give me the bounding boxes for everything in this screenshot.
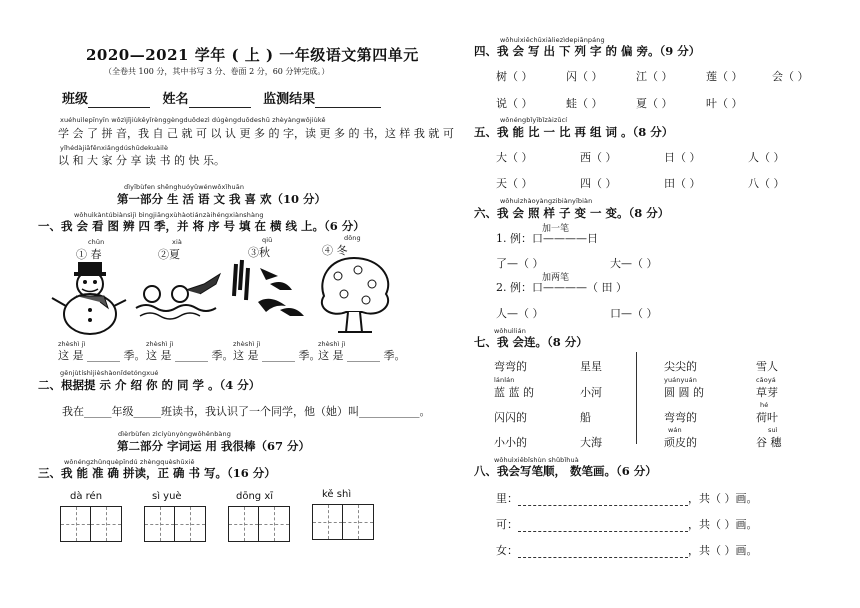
q1-title: 一、我 会 看 图 辨 四 季，并 将 序 号 填 在 横 线 上。（6 分） <box>38 219 365 233</box>
answer-3-pinyin: zhèshì jì <box>233 340 261 348</box>
match-right-4[interactable]: 顽皮的 <box>664 436 697 449</box>
intro-line-2: 以 和 大 家 分 享 读 书 的 快 乐。 <box>58 154 225 167</box>
q6-example1-note: 加一笔 <box>542 224 570 234</box>
q3-pinyin-3: dōng xī <box>236 491 274 502</box>
match-right-4-pinyin: wán <box>668 426 682 434</box>
match-right-target-2[interactable]: 草芽 <box>756 386 778 399</box>
season-1-label: ① 春 <box>76 248 102 261</box>
match-right-2[interactable]: 圆 圆 的 <box>664 386 704 399</box>
match-left-target-3[interactable]: 船 <box>580 411 591 424</box>
q6-example2-note: 加两笔 <box>542 273 570 283</box>
autumn-geese-picture <box>230 254 310 334</box>
stroke-char-3: 女： <box>496 544 518 557</box>
class-field[interactable] <box>88 92 150 108</box>
q5-row1-4[interactable]: 人（ ） <box>748 151 785 164</box>
q4-row2-2[interactable]: 蛙（ ） <box>566 97 603 110</box>
match-left-1[interactable]: 弯弯的 <box>494 360 527 373</box>
match-right-target-3-pinyin: hé <box>760 401 769 409</box>
q8-title: 八、我会写笔顺， 数笔画。（6 分） <box>474 464 657 478</box>
match-left-target-1[interactable]: 星星 <box>580 360 602 373</box>
q4-row2-3[interactable]: 夏（ ） <box>636 97 673 110</box>
stroke-row-3[interactable] <box>496 542 758 558</box>
q3-pinyin: wǒnéngzhǔnquèpīndú zhèngquèshūxiě <box>64 458 195 466</box>
name-field[interactable] <box>189 92 251 108</box>
q3-pinyin-2: sì yuè <box>152 491 182 502</box>
writing-grid-2[interactable] <box>144 506 206 542</box>
q2-title: 二、根据提 示 介 绍 你 的 同 学 。（4 分） <box>38 378 261 392</box>
q5-pinyin: wǒnéngbǐyībǐzàizǔcí <box>500 116 568 124</box>
season-1-pinyin: chūn <box>88 238 105 246</box>
part1-pinyin: dìyībùfen shēnghuóyǔwénwǒxǐhuān <box>124 183 245 191</box>
q6-row1-1[interactable]: 了—（ ） <box>496 257 544 270</box>
class-label: 班级 <box>62 92 89 107</box>
result-field[interactable] <box>315 92 381 108</box>
stroke-count-2: ，共（ ）画。 <box>688 518 758 531</box>
intro-pinyin-1: xuéhuìlepīnyīn wǒzìjǐjiùkěyǐrènggèngduōdezì dúgèngduōdeshū zhèyàngwǒjiùkě <box>60 116 326 124</box>
q5-row2-4[interactable]: 八（ ） <box>748 177 785 190</box>
match-right-3[interactable]: 弯弯的 <box>664 411 697 424</box>
q4-row1-1[interactable]: 树（ ） <box>496 70 533 83</box>
writing-grid-3[interactable] <box>228 506 290 542</box>
q4-row1-5[interactable]: 会（ ） <box>772 70 809 83</box>
stroke-char-2: 可： <box>496 518 518 531</box>
answer-2[interactable]: 这 是 ______ 季。 <box>146 349 234 362</box>
q2-pinyin: gēnjùtíshìjièshàonǐdetóngxué <box>60 369 159 377</box>
season-3-pinyin: qiū <box>262 236 273 244</box>
q5-row1-2[interactable]: 西（ ） <box>580 151 617 164</box>
stroke-count-1: ，共（ ）画。 <box>688 492 758 505</box>
q4-row2-1[interactable]: 说（ ） <box>496 97 533 110</box>
q4-row1-4[interactable]: 莲（ ） <box>706 70 743 83</box>
stroke-count-3: ，共（ ）画。 <box>688 544 758 557</box>
q5-row1-1[interactable]: 大（ ） <box>496 151 533 164</box>
match-left-2-pinyin: lánlán <box>494 376 515 384</box>
stroke-row-1[interactable] <box>496 490 758 506</box>
answer-3[interactable]: 这 是 ______ 季。 <box>233 349 321 362</box>
exam-title: 2020—2021 学年 ( 上 ) 一年级语文第四单元 <box>86 46 419 64</box>
q7-divider <box>636 352 637 444</box>
q2-sentence[interactable]: 我在_____年级_____班读书，我认识了一个同学，他（她）叫___________。 <box>62 405 431 418</box>
answer-1-pinyin: zhèshì jì <box>58 340 86 348</box>
q6-row2-2[interactable]: 口—（ ） <box>610 307 658 320</box>
q4-title: 四、我 会 写 出 下 列 字 的 偏 旁。（9 分） <box>474 44 701 58</box>
q7-pinyin: wǒhuìlián <box>494 327 526 335</box>
snowman-picture <box>48 258 128 336</box>
q5-row2-2[interactable]: 四（ ） <box>580 177 617 190</box>
q8-pinyin: wǒhuìxiěbǐshùn shǔbǐhuà <box>494 456 579 464</box>
q3-pinyin-4: kě shì <box>322 489 352 500</box>
season-3-label: ③秋 <box>248 246 270 259</box>
season-2-label: ②夏 <box>158 248 180 261</box>
q5-row2-3[interactable]: 田（ ） <box>664 177 701 190</box>
match-right-target-4[interactable]: 谷 穗 <box>756 436 782 449</box>
part2-pinyin: dìèrbùfen zìcíyùnyòngwǒhěnbàng <box>118 430 231 438</box>
q5-row2-1[interactable]: 天（ ） <box>496 177 533 190</box>
q5-title: 五、我 能 比 一 比 再 组 词 。（8 分） <box>474 125 674 139</box>
intro-line-1: 学 会 了 拼 音，我 自 己 就 可 以 认 更 多 的 字，读 更 多 的 书，这 样 我 就 可 <box>58 127 454 140</box>
writing-grid-1[interactable] <box>60 506 122 542</box>
match-left-target-2[interactable]: 小河 <box>580 386 602 399</box>
part2-title: 第二部分 字词运 用 我很棒（67 分） <box>117 439 311 453</box>
exam-note: （全卷共 100 分，其中书写 3 分、卷面 2 分，60 分钟完成。） <box>104 67 330 76</box>
match-left-4[interactable]: 小小的 <box>494 436 527 449</box>
answer-4[interactable]: 这 是 ______ 季。 <box>318 349 406 362</box>
info-row <box>62 88 381 108</box>
q4-pinyin: wǒhuìxiěchūxiàliezìdepiānpáng <box>500 36 605 44</box>
q4-row2-4[interactable]: 叶（ ） <box>706 97 743 110</box>
answer-1[interactable]: 这 是 ______ 季。 <box>58 349 146 362</box>
match-right-target-4-pinyin: suì <box>768 426 778 434</box>
answer-4-pinyin: zhèshì jì <box>318 340 346 348</box>
name-label: 姓名 <box>162 92 189 107</box>
season-2-pinyin: xià <box>172 238 182 246</box>
season-4-label: ④ 冬 <box>322 244 348 257</box>
season-4-pinyin: dōng <box>344 234 361 242</box>
answer-2-pinyin: zhèshì jì <box>146 340 174 348</box>
stroke-char-1: 里： <box>496 492 518 505</box>
match-left-3[interactable]: 闪闪的 <box>494 411 527 424</box>
result-label: 监测结果 <box>263 92 316 107</box>
q3-pinyin-1: dà rén <box>70 491 103 502</box>
q4-row1-3[interactable]: 江（ ） <box>636 70 673 83</box>
q1-pinyin: wǒhuìkàntúbiànsìjì bìngjiāngxùhàotiánzàihéngxiànshàng <box>74 211 264 219</box>
q3-title: 三、我 能 准 确 拼读，正 确 书 写。（16 分） <box>38 466 276 480</box>
q6-example1: 1. 例：口————日 <box>496 232 598 245</box>
q6-title: 六、我 会 照 样 子 变 一 变。（8 分） <box>474 206 670 220</box>
match-right-2-pinyin: yuányuán <box>664 376 697 384</box>
q6-row1-2[interactable]: 大—（ ） <box>610 257 658 270</box>
q6-pinyin: wǒhuìzhàoyàngzibiànyībiàn <box>500 197 593 205</box>
match-right-target-2-pinyin: cǎoyá <box>756 376 776 384</box>
q7-title: 七、我 会连。（8 分） <box>474 335 588 349</box>
swimming-picture <box>134 264 224 324</box>
q6-row2-1[interactable]: 人—（ ） <box>496 307 544 320</box>
match-left-target-4[interactable]: 大海 <box>580 436 602 449</box>
q6-example2: 2. 例：口————（ 田 ） <box>496 281 627 294</box>
intro-pinyin-2: yǐhédàjiāfēnxiǎngdúshūdekuàilè <box>60 144 169 152</box>
match-right-1[interactable]: 尖尖的 <box>664 360 697 373</box>
match-left-2[interactable]: 蓝 蓝 的 <box>494 386 534 399</box>
q5-row1-3[interactable]: 日（ ） <box>664 151 701 164</box>
part1-title: 第一部分 生 活 语 文 我 喜 欢（10 分） <box>117 192 327 206</box>
match-right-target-1[interactable]: 雪人 <box>756 360 778 373</box>
q4-row1-2[interactable]: 闪（ ） <box>566 70 603 83</box>
match-right-target-3[interactable]: 荷叶 <box>756 411 778 424</box>
writing-grid-4[interactable] <box>312 504 374 540</box>
winter-tree-picture <box>314 252 396 336</box>
stroke-row-2[interactable] <box>496 516 758 532</box>
